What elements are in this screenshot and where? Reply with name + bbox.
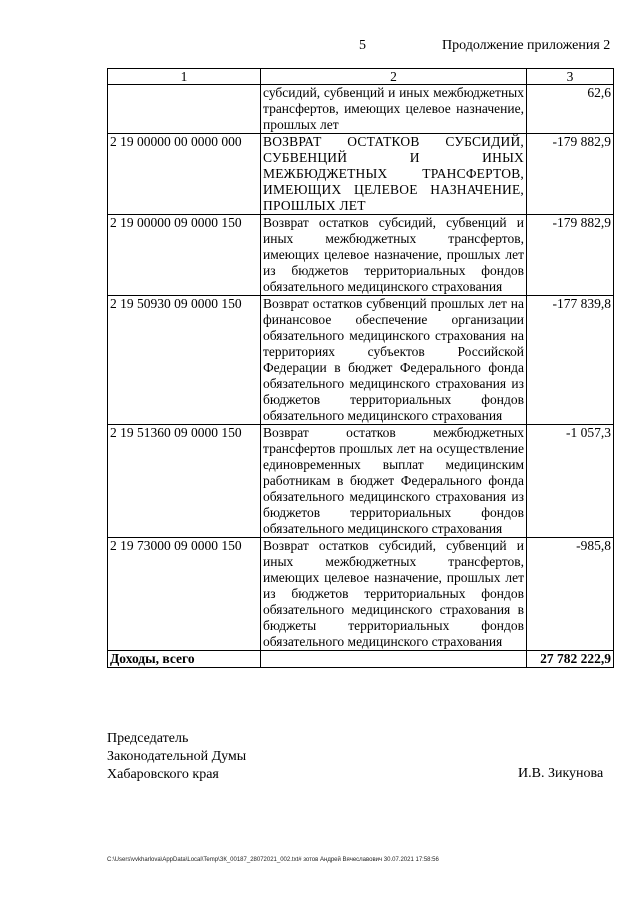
row-amount: 62,6 — [527, 85, 614, 134]
row-code — [108, 85, 261, 134]
row-code: 2 19 51360 09 0000 150 — [108, 425, 261, 538]
table-row — [108, 538, 614, 651]
row-description: Возврат остатков субсидий, субвенций и иных межбюджетных трансфертов, имеющих целевое назначение, прошлых лет из бюджетов территориальных фондов обязательного медицинского страхования в бюджеты территориальных фондов обязательного медицинского страхования — [261, 538, 527, 651]
row-amount: -985,8 — [527, 538, 614, 651]
table-header-row — [108, 69, 614, 85]
signature-title-line: Хабаровского края — [107, 767, 219, 782]
row-description: ВОЗВРАТ ОСТАТКОВ СУБСИДИЙ, СУБВЕНЦИЙ И ИНЫХ МЕЖБЮДЖЕТНЫХ ТРАНСФЕРТОВ, ИМЕЮЩИХ ЦЕЛЕВОЕ НАЗНАЧЕНИЕ, ПРОШЛЫХ ЛЕТ — [261, 134, 527, 215]
row-amount: -179 882,9 — [527, 134, 614, 215]
row-description: субсидий, субвенций и иных межбюджетных трансфертов, имеющих целевое назначение, прошлых лет — [261, 85, 527, 134]
signature-title-line: Председатель — [107, 731, 189, 746]
table-row — [108, 296, 614, 425]
page-number: 5 — [359, 38, 366, 53]
signature-title-line: Законодательной Думы — [107, 749, 247, 764]
row-description: Возврат остатков субсидий, субвенций и иных межбюджетных трансфертов, имеющих целевое назначение, прошлых лет из бюджетов территориальных фондов обязательного медицинского страхования — [261, 215, 527, 296]
column-header-3: 3 — [527, 69, 614, 85]
row-amount: -179 882,9 — [527, 215, 614, 296]
column-header-2: 2 — [261, 69, 527, 85]
total-label: Доходы, всего — [108, 651, 261, 668]
row-code: 2 19 73000 09 0000 150 — [108, 538, 261, 651]
total-empty-cell — [261, 651, 527, 668]
row-amount: -177 839,8 — [527, 296, 614, 425]
total-row — [108, 651, 614, 668]
row-amount: -1 057,3 — [527, 425, 614, 538]
table-row — [108, 215, 614, 296]
row-code: 2 19 00000 00 0000 000 — [108, 134, 261, 215]
footer-file-path: C:\Users\vvkharlova\AppData\Local\Temp\ЗК_00187_28072021_002.txt# зотов Андрей Вячеславович 30.07.2021 17:58:56 — [107, 857, 439, 863]
table-row — [108, 134, 614, 215]
row-code: 2 19 50930 09 0000 150 — [108, 296, 261, 425]
signature-block — [107, 730, 246, 784]
table-row — [108, 85, 614, 134]
column-header-1: 1 — [108, 69, 261, 85]
signer-name: И.В. Зикунова — [518, 766, 604, 781]
table-row — [108, 425, 614, 538]
row-description: Возврат остатков субвенций прошлых лет на финансовое обеспечение организации обязательного медицинского страхования на территориях субъектов Российской Федерации в бюджет Федерального фонда обязательного медицинского страхования из бюджетов территориальных фондов обязательного медицинского страхования — [261, 296, 527, 425]
total-amount: 27 782 222,9 — [527, 651, 614, 668]
appendix-note: Продолжение приложения 2 — [442, 38, 611, 53]
row-code: 2 19 00000 09 0000 150 — [108, 215, 261, 296]
revenue-table — [107, 68, 614, 668]
row-description: Возврат остатков межбюджетных трансфертов прошлых лет на осуществление единовременных выплат медицинским работникам в бюджет Федерального фонда обязательного медицинского страхования из бюджетов территориальных фондов обязательного медицинского страхования — [261, 425, 527, 538]
